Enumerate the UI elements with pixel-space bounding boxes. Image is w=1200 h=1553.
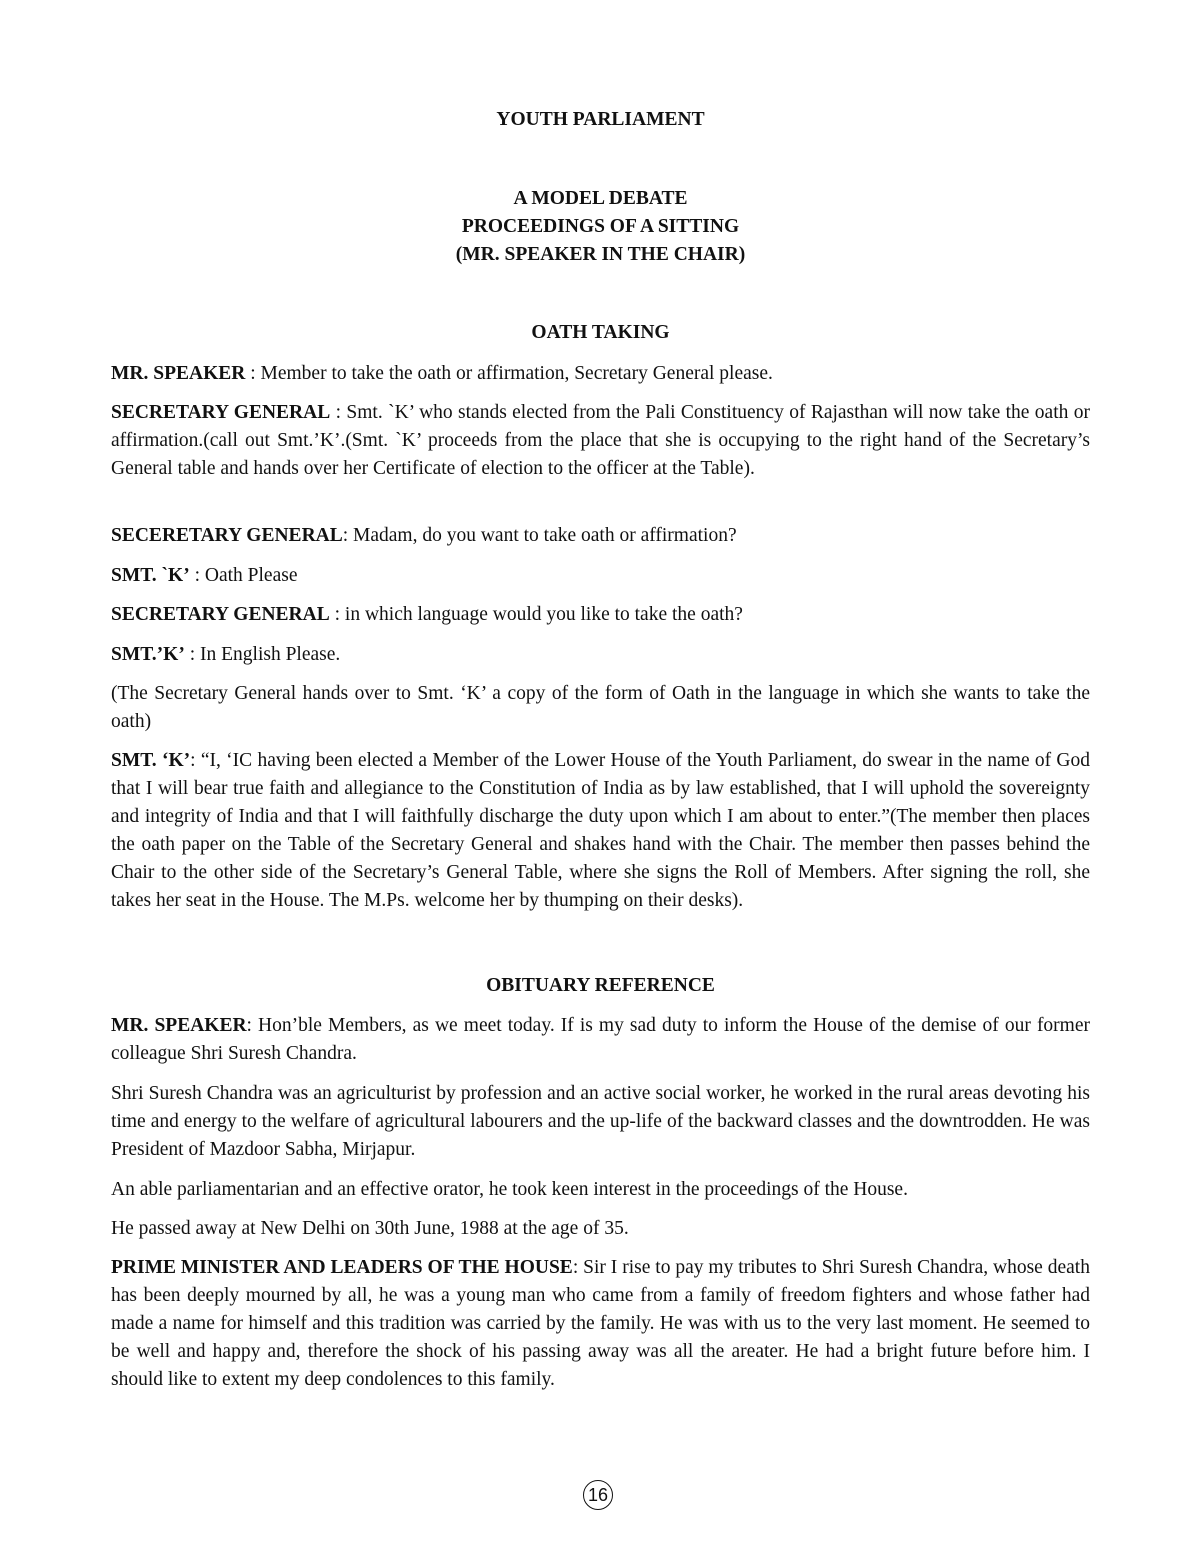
paragraph [111, 601, 1090, 629]
speaker-label: MR. SPEAKER [111, 363, 246, 384]
document-title: YOUTH PARLIAMENT [496, 109, 705, 130]
speaker-label: SECRETARY GENERAL [111, 604, 330, 625]
paragraph-text: : in which language would you like to take the oath? [329, 604, 743, 625]
paragraph [111, 1176, 1090, 1204]
paragraph [111, 1012, 1090, 1068]
paragraph [111, 562, 1090, 590]
paragraph-text: He passed away at New Delhi on 30th June, 1988 at the age of 35. [111, 1218, 629, 1239]
paragraph-text: : Hon’ble Members, as we meet today. If is my sad duty to inform the House of the demise of our former colleague Shri Suresh Chandra. [111, 1015, 1090, 1064]
paragraph [111, 1080, 1090, 1164]
speaker-label: PRIME MINISTER AND LEADERS OF THE HOUSE [111, 1257, 573, 1278]
paragraph-text: : Smt. `K’ who stands elected from the Pali Constituency of Rajasthan will now take the oath or affirmation.(call out Smt.’K’.(Smt. `K’ proceeds from the place that she is occupying to the right hand of the Secretary’s General table and hands over her Certificate of election to the officer at the Table). [111, 402, 1090, 479]
paragraph-text: : Madam, do you want to take oath or affirmation? [342, 525, 737, 546]
subtitle-block [111, 185, 1090, 269]
paragraph-text: (The Secretary General hands over to Smt. ‘K’ a copy of the form of Oath in the language in which she wants to take the oath) [111, 683, 1090, 732]
section-heading-oath: OATH TAKING [531, 322, 670, 343]
paragraph-text: : “I, ‘IC having been elected a Member of the Lower House of the Youth Parliament, do swear in the name of God that I will bear true faith and allegiance to the Constitution of India as by law established, that I will uphold the sovereignty and integrity of India and that I will faithfully discharge the duty upon which I am about to enter.”(The member then places the oath paper on the Table of the Secretary General and shakes hand with the Chair. The member then passes behind the Chair to the other side of the Secretary’s General Table, where she signs the Roll of Members. After signing the roll, she takes her seat in the House. The M.Ps. welcome her by thumping on their desks). [111, 750, 1090, 911]
paragraph-text: An able parliamentarian and an effective orator, he took keen interest in the proceedings of the House. [111, 1179, 908, 1200]
speaker-label: SMT. ‘K’ [111, 750, 191, 771]
paragraph [111, 360, 1090, 388]
paragraph [111, 399, 1090, 483]
section-heading-obituary: OBITUARY REFERENCE [486, 975, 715, 996]
speaker-label: SECRETARY GENERAL [111, 402, 331, 423]
subtitle-line: (MR. SPEAKER IN THE CHAIR) [455, 244, 746, 265]
paragraph [111, 1215, 1090, 1243]
page-number: 16 [583, 1480, 613, 1510]
paragraph-text: : Oath Please [189, 565, 298, 586]
speaker-label: SECERETARY GENERAL [111, 525, 343, 546]
paragraph [111, 747, 1090, 915]
speaker-label: SMT.’K’ [111, 644, 185, 665]
paragraph-text: : Sir I rise to pay my tributes to Shri Suresh Chandra, whose death has been deeply mourned by all, he was a young man who came from a family of freedom fighters and whose father had made a name for himself and this tradition was carried by the family. He was with us to the very last moment. He seemed to be well and happy and, therefore the shock of his passing away was all the areater. He had a bright future before him. I should like to extent my deep condolences to this family. [111, 1257, 1090, 1390]
paragraph [111, 641, 1090, 669]
paragraph-text: : In English Please. [184, 644, 341, 665]
subtitle-line: A MODEL DEBATE [513, 188, 688, 209]
paragraph [111, 680, 1090, 736]
paragraph-text: : Member to take the oath or affirmation, Secretary General please. [245, 363, 773, 384]
paragraph-text: Shri Suresh Chandra was an agriculturist by profession and an active social worker, he worked in the rural areas devoting his time and energy to the welfare of agricultural labourers and the up-life of the backward classes and the downtrodden. He was President of Mazdoor Sabha, Mirjapur. [111, 1083, 1090, 1160]
speaker-label: SMT. `K’ [111, 565, 190, 586]
subtitle-line: PROCEEDINGS OF A SITTING [461, 216, 740, 237]
paragraph [111, 522, 1090, 550]
speaker-label: MR. SPEAKER [111, 1015, 247, 1036]
paragraph [111, 1254, 1090, 1394]
